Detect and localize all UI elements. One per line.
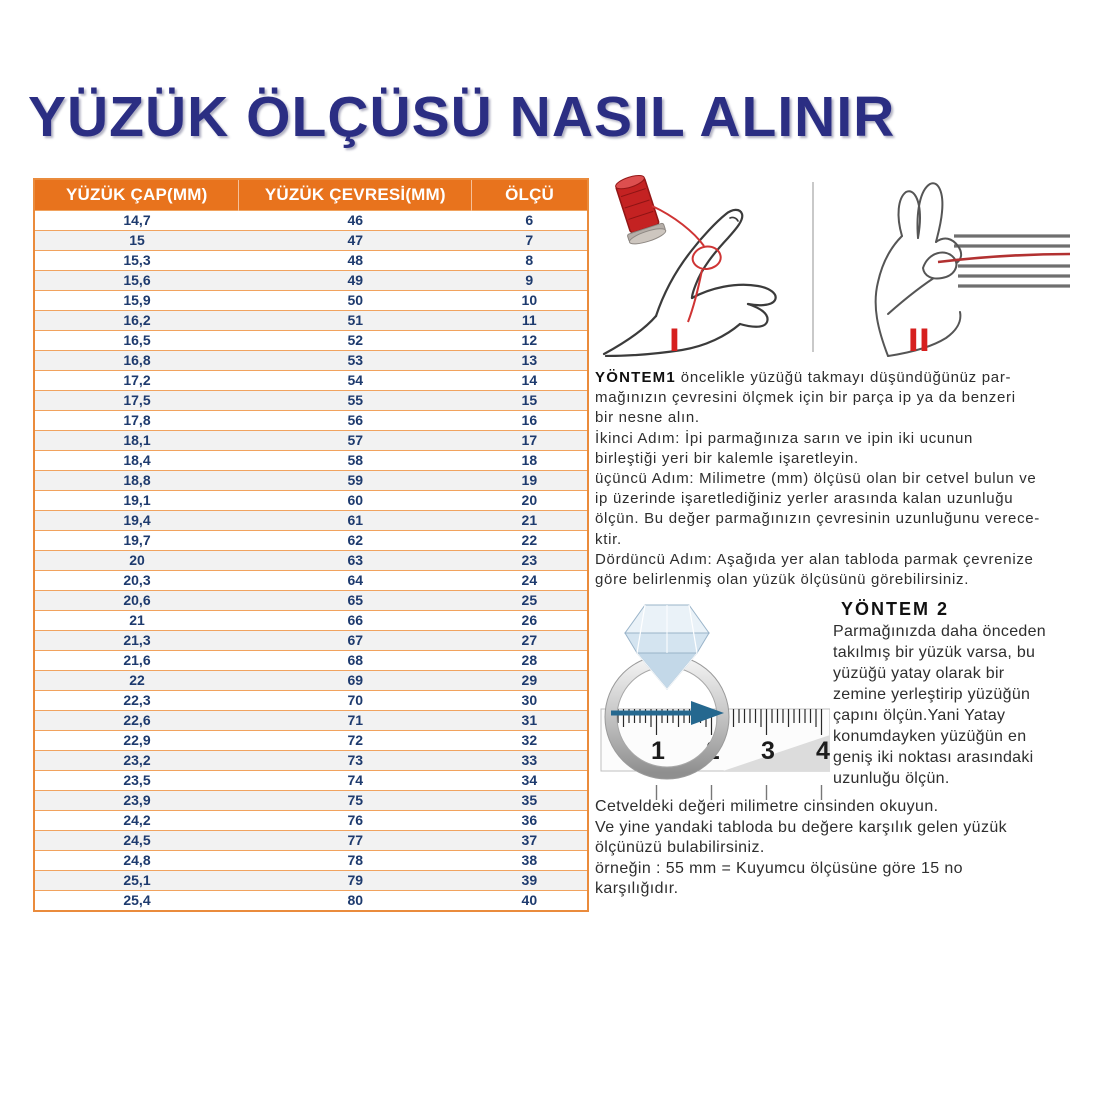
table-cell: 36 [472,811,588,831]
ruler-number-3: 3 [761,737,775,765]
table-cell: 21,6 [34,651,239,671]
table-cell: 29 [472,671,588,691]
table-row [34,811,588,831]
table-row [34,251,588,271]
table-cell: 39 [472,871,588,891]
text-line: takılmış bir yüzük varsa, bu [833,644,1036,661]
text-line: karşılığıdır. [595,880,679,897]
table-cell: 13 [472,351,588,371]
table-cell: 23,9 [34,791,239,811]
method1-lines [595,388,1077,590]
red-measure-line [938,254,1070,262]
table-cell: 25,1 [34,871,239,891]
table-row [34,511,588,531]
table-cell: 63 [239,551,472,571]
ruler-number-1: 1 [651,737,665,765]
table-row [34,491,588,511]
table-cell: 19,4 [34,511,239,531]
ring-ruler-illustration [595,593,830,800]
table-cell: 53 [239,351,472,371]
table-row [34,371,588,391]
table-cell: 26 [472,611,588,631]
table-row [34,551,588,571]
text-line: konumdayken yüzüğün en [833,728,1027,745]
table-cell: 49 [239,271,472,291]
table-cell: 10 [472,291,588,311]
table-row [34,331,588,351]
table-row [34,411,588,431]
table-cell: 46 [239,211,472,231]
ruler-number-2: 2 [706,737,720,765]
text-line: ktir. [595,530,622,548]
table-cell: 68 [239,651,472,671]
table-cell: 23,2 [34,751,239,771]
table-cell: 34 [472,771,588,791]
text-line: örneğin : 55 mm = Kuyumcu ölçüsüne göre 15 no [595,859,963,877]
table-cell: 24,5 [34,831,239,851]
table-cell: 40 [472,891,588,912]
table-row [34,611,588,631]
table-cell: 33 [472,751,588,771]
table-row [34,311,588,331]
size-table-body [34,211,588,912]
table-cell: 14 [472,371,588,391]
table-cell: 73 [239,751,472,771]
table-row [34,471,588,491]
table-cell: 75 [239,791,472,811]
method1-heading: YÖNTEM1 [595,369,676,386]
table-cell: 16,2 [34,311,239,331]
table-cell: 15,9 [34,291,239,311]
table-row [34,711,588,731]
table-cell: 62 [239,531,472,551]
table-row [34,791,588,811]
text-line: ölçünüzü bulabilirsiniz. [595,839,765,856]
table-cell: 9 [472,271,588,291]
table-cell: 18,1 [34,431,239,451]
table-cell: 22,9 [34,731,239,751]
table-cell: 31 [472,711,588,731]
table-cell: 14,7 [34,211,239,231]
footer-text [595,797,1007,900]
table-cell: 58 [239,451,472,471]
table-cell: 60 [239,491,472,511]
table-cell: 15 [472,391,588,411]
table-cell: 22 [472,531,588,551]
method1-first-line [595,368,1077,388]
text-line: ölçün. Bu değer parmağınızın çevresinin uzunluğunu verece- [595,510,1041,528]
table-cell: 37 [472,831,588,851]
table-row [34,291,588,311]
ruler-number-4: 4 [816,737,830,765]
table-row [34,451,588,471]
table-cell: 25 [472,591,588,611]
table-cell: 18,8 [34,471,239,491]
text-line: Dördüncü Adım: Aşağıda yer alan tabloda parmak çevrenize [595,550,1034,568]
text-line: birleştiği yeri bir kalemle işaretleyin. [595,449,859,467]
text-line: ip üzerinde işaretlediğiniz yerler arasında kalan uzunluğu [595,490,1014,508]
table-row [34,431,588,451]
table-cell: 19 [472,471,588,491]
table-cell: 16 [472,411,588,431]
table-cell: 71 [239,711,472,731]
table-cell: 15,6 [34,271,239,291]
table-row [34,851,588,871]
table-cell: 80 [239,891,472,912]
method2-lines [833,621,1079,789]
table-row [34,231,588,251]
text-line: İkinci Adım: İpi parmağınıza sarın ve ipin iki ucunun [595,429,974,447]
table-cell: 74 [239,771,472,791]
table-cell: 66 [239,611,472,631]
text-line: zemine yerleştirip yüzüğün [833,686,1031,703]
table-cell: 57 [239,431,472,451]
table-cell: 22,3 [34,691,239,711]
table-row [34,351,588,371]
table-row [34,831,588,851]
table-cell: 56 [239,411,472,431]
text-line: göre belirlenmiş olan yüzük ölçüsünü görebilirsiniz. [595,571,970,589]
table-cell: 59 [239,471,472,491]
table-cell: 69 [239,671,472,691]
table-cell: 11 [472,311,588,331]
table-row [34,651,588,671]
table-row [34,731,588,751]
table-cell: 21 [472,511,588,531]
table-cell: 30 [472,691,588,711]
text-line: çapını ölçün.Yani Yatay [833,707,1006,724]
figure-label-method1: I [668,322,681,358]
table-cell: 72 [239,731,472,751]
hand-thread-illustration [598,172,808,357]
table-cell: 16,8 [34,351,239,371]
table-cell: 18 [472,451,588,471]
table-cell: 20 [34,551,239,571]
table-cell: 24 [472,571,588,591]
table-cell: 20 [472,491,588,511]
table-header-row [34,179,588,211]
text-line: Parmağınızda daha önceden [833,623,1046,640]
table-cell: 12 [472,331,588,351]
table-cell: 20,3 [34,571,239,591]
text-line: Ve yine yandaki tabloda bu değere karşılık gelen yüzük [595,818,1008,836]
text-line: üçüncü Adım: Milimetre (mm) ölçüsü olan bir cetvel bulun ve [595,470,1037,488]
table-cell: 15 [34,231,239,251]
text-line: mağınızın çevresini ölçmek için bir parça ip ya da benzeri [595,389,1016,407]
method2-heading: YÖNTEM 2 [841,599,950,619]
table-cell: 17 [472,431,588,451]
method1-heading-rest: öncelikle yüzüğü takmayı düşündüğünüz par- [675,369,1012,386]
table-cell: 79 [239,871,472,891]
measure-lines [954,236,1070,286]
table-cell: 64 [239,571,472,591]
table-cell: 32 [472,731,588,751]
table-cell: 24,2 [34,811,239,831]
table-row [34,891,588,912]
table-cell: 24,8 [34,851,239,871]
method1-text [595,368,1077,590]
table-cell: 21 [34,611,239,631]
table-cell: 76 [239,811,472,831]
col-header-size: ÖLÇÜ [472,179,588,211]
table-cell: 8 [472,251,588,271]
table-cell: 67 [239,631,472,651]
table-cell: 19,7 [34,531,239,551]
table-cell: 48 [239,251,472,271]
table-cell: 17,8 [34,411,239,431]
table-cell: 78 [239,851,472,871]
method2-text [833,599,1079,789]
table-cell: 22 [34,671,239,691]
table-cell: 17,2 [34,371,239,391]
table-row [34,391,588,411]
table-cell: 23 [472,551,588,571]
table-row [34,531,588,551]
figure-label-method2: II [907,322,931,358]
col-header-circumference: YÜZÜK ÇEVRESİ(MM) [239,179,472,211]
table-cell: 51 [239,311,472,331]
text-line: geniş iki noktası arasındaki [833,749,1034,766]
text-line: uzunluğu ölçün. [833,770,950,787]
table-cell: 25,4 [34,891,239,912]
table-row [34,631,588,651]
table-cell: 50 [239,291,472,311]
table-row [34,271,588,291]
table-row [34,671,588,691]
table-cell: 16,5 [34,331,239,351]
table-cell: 55 [239,391,472,411]
figure-divider [812,182,814,352]
table-row [34,691,588,711]
text-line: yüzüğü yatay olarak bir [833,665,1005,682]
ring-size-table [33,178,589,912]
table-cell: 54 [239,371,472,391]
page-title: YÜZÜK ÖLÇÜSÜ NASIL ALINIR [28,85,896,149]
table-cell: 21,3 [34,631,239,651]
table-cell: 77 [239,831,472,851]
table-cell: 7 [472,231,588,251]
table-cell: 20,6 [34,591,239,611]
table-cell: 27 [472,631,588,651]
table-cell: 65 [239,591,472,611]
table-cell: 47 [239,231,472,251]
table-cell: 6 [472,211,588,231]
table-cell: 19,1 [34,491,239,511]
table-row [34,591,588,611]
table-cell: 28 [472,651,588,671]
table-cell: 15,3 [34,251,239,271]
table-cell: 22,6 [34,711,239,731]
table-row [34,771,588,791]
col-header-diameter: YÜZÜK ÇAP(MM) [34,179,239,211]
table-row [34,571,588,591]
table-cell: 61 [239,511,472,531]
table-row [34,751,588,771]
text-line: bir nesne alın. [595,409,700,427]
table-cell: 38 [472,851,588,871]
table-cell: 23,5 [34,771,239,791]
hand-measure-illustration [822,172,1074,357]
table-cell: 35 [472,791,588,811]
text-line: Cetveldeki değeri milimetre cinsinden okuyun. [595,798,939,815]
table-cell: 17,5 [34,391,239,411]
table-cell: 70 [239,691,472,711]
table-row [34,871,588,891]
table-row [34,211,588,231]
table-cell: 18,4 [34,451,239,471]
table-cell: 52 [239,331,472,351]
